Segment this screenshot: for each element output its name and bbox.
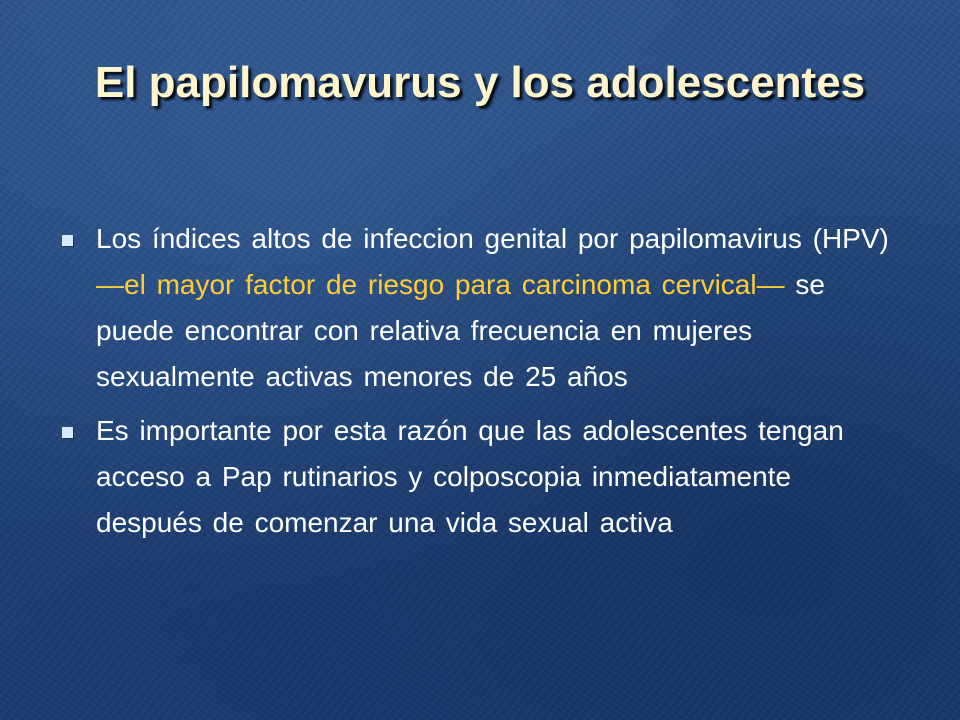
bullet-text-highlight: —el mayor factor de riesgo para carcinoma cervical— — [96, 269, 785, 300]
square-bullet-icon — [62, 427, 73, 438]
bullet-item-pap-access — [56, 408, 906, 546]
bullet-text-end: se puede encontrar con relativa frecuencia en mujeres sexualmente activas menores de 25 años — [96, 269, 825, 392]
bullet-item-hpv-risk — [56, 216, 906, 400]
bullet-text-start: Los índices altos de infeccion genital por papilomavirus (HPV) — [96, 223, 889, 254]
square-bullet-icon — [62, 235, 73, 246]
slide-title: El papilomavurus y los adolescentes — [94, 58, 866, 107]
bullet-list — [56, 216, 906, 546]
bullet-text: Es importante por esta razón que las adolescentes tengan acceso a Pap rutinarios y colposcopia inmediatamente después de comenzar una vida sexual activa — [96, 415, 844, 538]
